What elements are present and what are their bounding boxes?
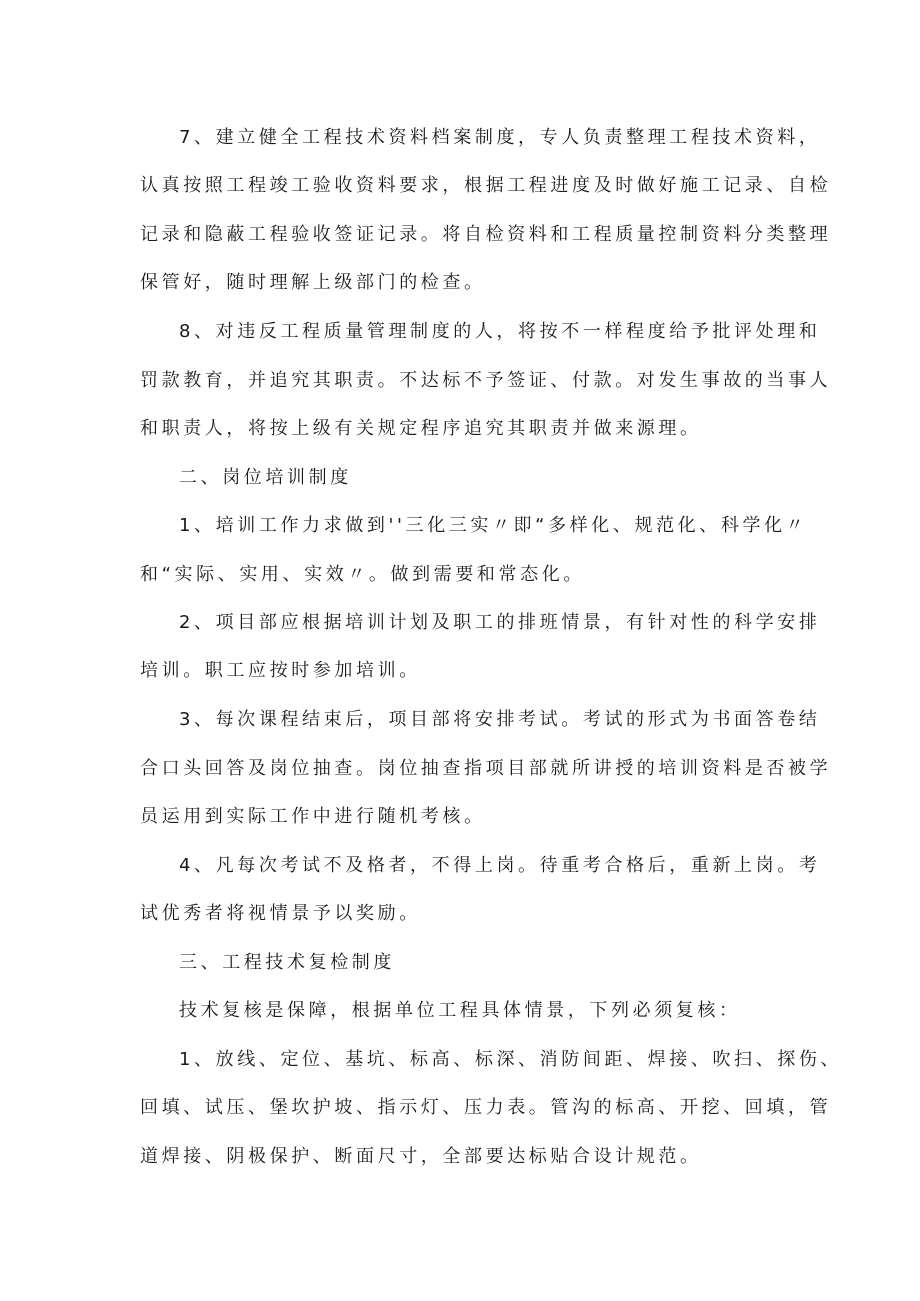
text-line: 和职责人，将按上级有关规定程序追究其职责并做来源理。 xyxy=(140,418,702,439)
text-line: 试优秀者将视情景予以奖励。 xyxy=(140,903,421,924)
text-line: 和“实际、实用、实效〃。做到需要和常态化。 xyxy=(140,564,585,585)
text-line: 道焊接、阴极保护、断面尺寸，全部要达标贴合设计规范。 xyxy=(140,1146,702,1167)
text-line: 合口头回答及岗位抽查。岗位抽查指项目部就所讲授的培训资料是否被学 xyxy=(140,758,832,779)
text-line: 2、项目部应根据培训计划及职工的排班情景，有针对性的科学安排 xyxy=(179,612,821,633)
text-line: 1、培训工作力求做到''三化三实〃即“多样化、规范化、科学化〃 xyxy=(179,515,808,536)
text-line: 保管好，随时理解上级部门的检查。 xyxy=(140,272,486,293)
section-heading: 三、工程技术复检制度 xyxy=(179,952,395,973)
text-line: 3、每次课程结束后，项目部将安排考试。考试的形式为书面答卷结 xyxy=(179,709,821,730)
text-line: 培训。职工应按时参加培训。 xyxy=(140,660,421,681)
text-line: 认真按照工程竣工验收资料要求，根据工程进度及时做好施工记录、自检 xyxy=(140,175,832,196)
text-line: 4、凡每次考试不及格者，不得上岗。待重考合格后，重新上岗。考 xyxy=(179,855,821,876)
text-line: 1、放线、定位、基坑、标高、标深、消防间距、焊接、吹扫、探伤、 xyxy=(179,1049,843,1070)
text-line: 回填、试压、堡坎护坡、指示灯、压力表。管沟的标高、开挖、回填，管 xyxy=(140,1097,832,1118)
text-line: 8、对违反工程质量管理制度的人，将按不一样程度给予批评处理和 xyxy=(179,321,821,342)
text-line: 记录和隐蔽工程验收签证记录。将自检资料和工程质量控制资料分类整理 xyxy=(140,224,832,245)
text-line: 员运用到实际工作中进行随机考核。 xyxy=(140,806,486,827)
text-line: 技术复核是保障，根据单位工程具体情景，下列必须复核： xyxy=(179,1000,741,1021)
text-line: 罚款教育，并追究其职责。不达标不予签证、付款。对发生事故的当事人 xyxy=(140,370,832,391)
text-line: 7、建立健全工程技术资料档案制度，专人负责整理工程技术资料， xyxy=(179,127,821,148)
section-heading: 二、岗位培训制度 xyxy=(179,467,352,488)
